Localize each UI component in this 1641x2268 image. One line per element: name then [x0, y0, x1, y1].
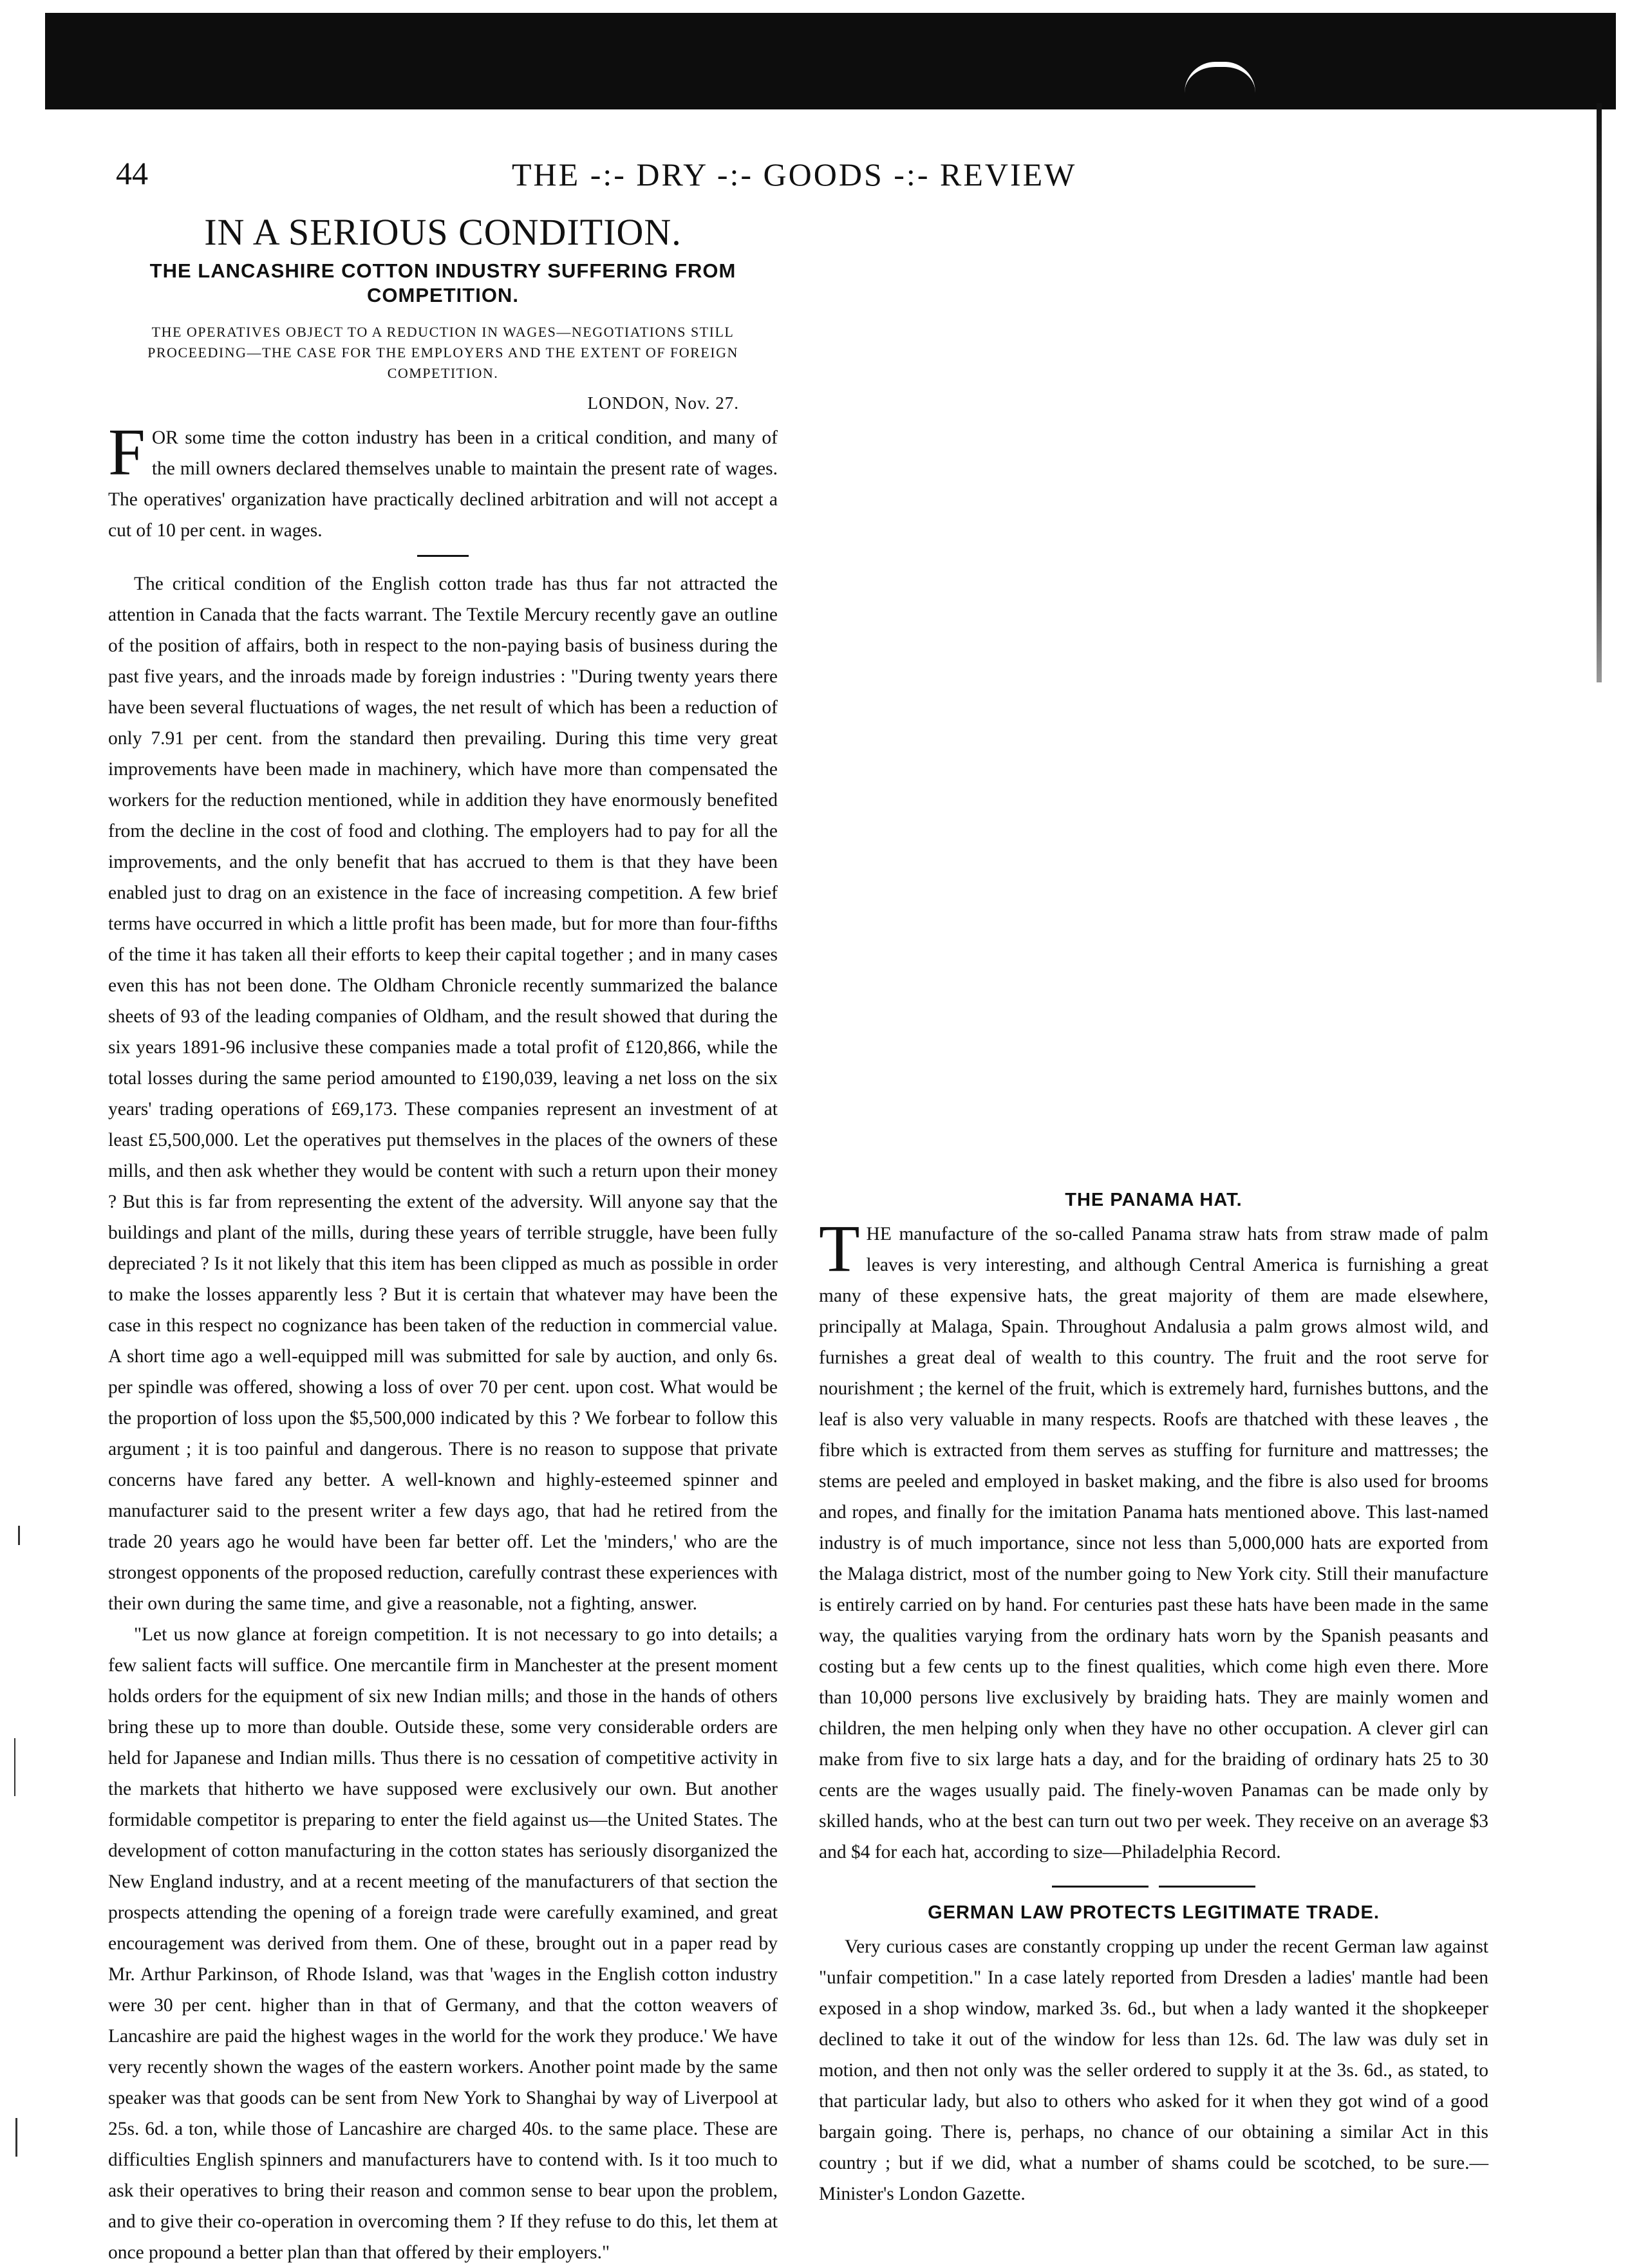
- article-paragraph-continued: "Let us now glance at foreign competition. It is not necessary to go into details; a few salient facts will suffice. One mercantile firm in Manchester at the present moment holds orders for the equipment of six new Indian mills; and those in the hands of others bring these up to more than double. Outside these, some very considerable orders are held for Japanese and Indian mills. Thus there is no cessation of competitive activity in the markets that hitherto we have supposed were exclusively our own. But another formidable competitor is preparing to enter the field against us—the United States. The development of cotton manufacturing in the cotton states has seriously disorganized the New England industry, and at a recent meeting of the manufacturers of that section the prospects attending the opening of a foreign trade were carefully examined, and great encouragement was derived from them. One of these, brought out in a paper read by Mr. Arthur Parkinson, of Rhode Island, was that 'wages in the English cotton industry were 30 per cent. higher than in that of Germany, and that the cotton weavers of Lancashire are paid the highest wages in the world for the work they produce.' We have very recently shown the wages of the eastern workers. Another point made by the same speaker was that goods can be sent from New York to Shanghai by way of Liverpool at 25s. 6d. a ton, while those of Lancashire are charged 40s. to the same place. These are difficulties English spinners and manufacturers have to contend with. Is it too much to ask their operatives to bring their reason and common sense to bear upon the problem, and to give their co-operation in overcoming them ? If they refuse to do this, let them at once propound a better plan than that offered by their employers.": [108, 1624, 778, 2263]
- german-law-body: Very curious cases are constantly cropping up under the recent German law against "unfair competition." In a case lately reported from Dresden a ladies' mantle had been exposed in a shop window, marked 3s. 6d., but when a lady wanted it the shopkeeper declined to take it out of the window for less than 12s. 6d. The law was duly set in motion, and then not only was the seller ordered to supply it at the 3s. 6d., as stated, to that particular lady, but also to others who asked for it when they got wind of a good bargain going. There is, perhaps, no chance of our obtaining a similar Act in this country ; but if we did, what a number of shams could be scotched, to be sure.—Minister's London Gazette.: [819, 1936, 1488, 2204]
- scan-right-edge-shadow: [1597, 103, 1602, 682]
- article-dateline: LONDON, Nov. 27.: [587, 393, 739, 413]
- running-head: THE -:- DRY -:- GOODS -:- REVIEW: [512, 156, 1077, 192]
- scan-top-dark-band: [45, 13, 1616, 109]
- article-subheadline: THE LANCASHIRE COTTON INDUSTRY SUFFERING FROM COMPETITION.: [149, 259, 736, 306]
- left-column: [108, 211, 778, 2268]
- article-lead-paragraph: FOR some time the cotton industry has been in a critical condition, and many of the mill owners declared themselves unable to maintain the present rate of wages. The operatives' organization have practically declined arbitration and will not accept a cut of 10 per cent. in wages.: [108, 415, 778, 541]
- page-header: [116, 155, 1532, 206]
- article-deck: THE OPERATIVES OBJECT TO A REDUCTION IN WAGES—NEGOTIATIONS STILL PROCEEDING—THE CASE FOR THE EMPLOYERS AND THE EXTENT OF FOREIGN COMPETITION.: [147, 324, 738, 381]
- scan-margin-mark: [18, 1526, 20, 1545]
- scan-margin-mark: [15, 2118, 17, 2157]
- panama-hat-headline: THE PANAMA HAT.: [1065, 1190, 1242, 1210]
- section-divider: [819, 1886, 1488, 1888]
- panama-hat-body: THE manufacture of the so-called Panama straw hats from straw made of palm leaves is very interesting, and although Central America is furnishing a great many of these expensive hats, the great majority of them are made elsewhere, principally at Malaga, Spain. Throughout Andalusia a palm grows almost wild, and furnishes a great deal of wealth to this country. The fruit and the root serve for nourishment ; the kernel of the fruit, which is extremely hard, furnishes buttons, and the leaf is also very valuable in many respects. Roofs are thatched with these leaves , the fibre which is extracted from them serves as stuffing for furniture and mattresses; the stems are peeled and employed in basket making, and the fibre is also used for brooms and ropes, and finally for the imitation Panama hats mentioned above. This last-named industry is of much importance, since not less than 5,000,000 hats are exported from the Malaga district, most of the number going to New York city. Still their manufacture is entirely carried on by hand. For centuries past these hats have been made in the same way, the qualities varying from the ordinary hats worn by the Spanish peasants and costing but a few cents up to the finest qualities, which come high even there. More than 10,000 persons live exclusively by braiding hats. They are mainly women and children, the men helping only when they have no other occupation. A clever girl can make from five to six large hats a day, and for the braiding of ordinary hats 25 to 30 cents are the wages usually paid. The finely-woven Panamas can be made only by skilled hands, who at the best can turn out two per week. They receive on an average $3 and $4 for each hat, according to size—Philadelphia Record.: [819, 1212, 1488, 1862]
- article-headline: IN A SERIOUS CONDITION.: [204, 211, 682, 253]
- article-paragraph: The critical condition of the English cotton trade has thus far not attracted the attention in Canada that the facts warrant. The Textile Mercury recently gave an outline of the position of affairs, both in respect to the non-paying basis of business during the past five years, and the inroads made by foreign industries : "During twenty years there have been several fluctuations of wages, the net result of which has been a reduction of only 7.91 per cent. from the standard then prevailing. During this time very great improvements have been made in machinery, which have more than compensated the workers for the reduction mentioned, while in addition they have enormously benefited from the decline in the cost of food and clothing. The employers had to pay for all the improvements, and the only benefit that has accrued to them is that they have been enabled just to drag on an existence in the face of increasing competition. A few brief terms have occurred in which a little profit has been made, but for more than four-fifths of the time it has taken all their efforts to keep their capital together ; and in many cases even this has not been done. The Oldham Chronicle recently summarized the balance sheets of 93 of the leading companies of Oldham, and the result showed that during the six years 1891-96 inclusive these companies made a total profit of £120,866, while the total losses during the same period amounted to £190,039, leaving a net loss on the six years' trading operations of £69,173. These companies represent an investment of at least £5,500,000. Let the operatives put themselves in the places of the owners of these mills, and then ask whether they would be content with such a return upon their money ? But this is far from representing the extent of the adversity. Will anyone say that the buildings and plant of the mills, during these years of terrible struggle, have been fully depreciated ? Is it not likely that this item has been clipped as much as possible in order to make the losses apparently less ? But it is certain that whatever may have been the case in this respect no cognizance has been taken of the reduction in commercial value. A short time ago a well-equipped mill was submitted for sale by auction, and only 6s. per spindle was offered, showing a loss of over 70 per cent. upon cost. What would be the proportion of loss upon the $5,500,000 indicated by this ? We forbear to follow this argument ; it is too painful and dangerous. There is no reason to suppose that private concerns have fared any better. A well-known and highly-esteemed spinner and manufacturer said to the present writer a few days ago, that had he retired from the trade 20 years ago he would have been far better off. Let the 'minders,' who are the strongest opponents of the proposed reduction, carefully contrast these experiences with their own during the same time, and give a reasonable, not a fighting, answer.: [108, 574, 778, 1614]
- scan-margin-mark: [14, 1738, 15, 1796]
- german-law-headline: GERMAN LAW PROTECTS LEGITIMATE TRADE.: [928, 1902, 1380, 1923]
- section-divider: [417, 555, 469, 557]
- page-number: 44: [116, 155, 148, 191]
- right-column: [819, 1188, 1488, 2209]
